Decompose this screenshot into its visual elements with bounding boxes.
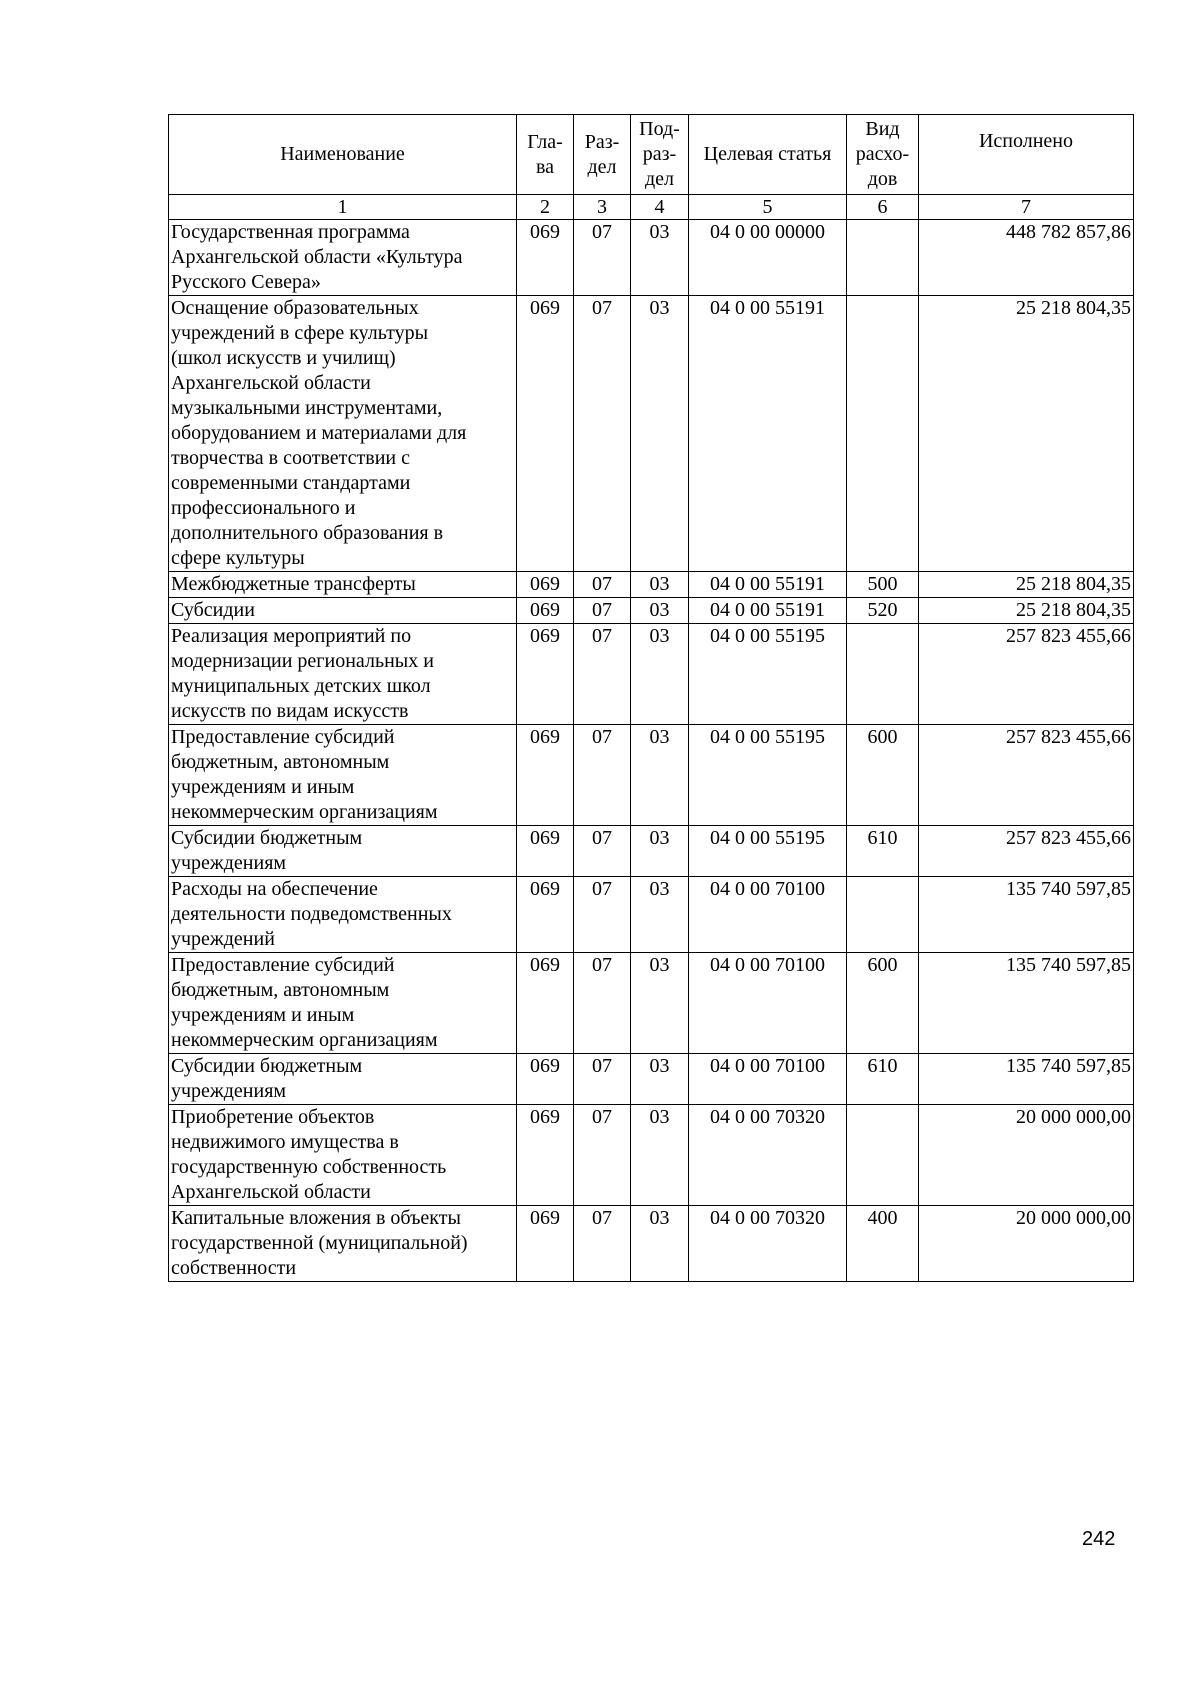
row-vid	[847, 1105, 919, 1206]
row-amount: 20 000 000,00	[919, 1206, 1134, 1282]
row-glava: 069	[517, 953, 574, 1054]
table-row	[169, 1105, 1134, 1206]
table-row	[169, 725, 1134, 826]
header-target: Целевая статья	[689, 115, 847, 195]
header-podrazdel: Под- раз- дел	[631, 115, 689, 195]
row-name-line: государственную собственность	[171, 1156, 447, 1178]
column-number: 2	[517, 195, 574, 220]
row-razdel: 07	[574, 1206, 631, 1282]
row-vid	[847, 220, 919, 296]
row-podrazdel: 03	[631, 953, 689, 1054]
row-amount: 448 782 857,86	[919, 220, 1134, 296]
table-body	[169, 220, 1134, 1282]
row-glava: 069	[517, 598, 574, 624]
column-number: 3	[574, 195, 631, 220]
row-name-line: современными стандартами	[171, 472, 411, 494]
row-podrazdel: 03	[631, 598, 689, 624]
row-name	[169, 826, 517, 877]
row-podrazdel: 03	[631, 725, 689, 826]
row-target: 04 0 00 00000	[689, 220, 847, 296]
row-name-line: Архангельской области «Культура	[171, 246, 463, 268]
row-name-line: модернизации региональных и	[171, 650, 434, 672]
row-name	[169, 1206, 517, 1282]
row-amount: 257 823 455,66	[919, 624, 1134, 725]
table-row	[169, 826, 1134, 877]
row-name-line: учреждениям и иным	[171, 776, 355, 798]
row-podrazdel: 03	[631, 877, 689, 953]
row-razdel: 07	[574, 598, 631, 624]
row-name	[169, 1054, 517, 1105]
row-name-line: недвижимого имущества в	[171, 1131, 399, 1153]
row-name-line: учреждениям	[171, 1080, 287, 1102]
row-name-line: искусств по видам искусств	[171, 700, 409, 722]
row-name-line: государственной (муниципальной)	[171, 1232, 468, 1254]
row-name-line: Предоставление субсидий	[171, 726, 395, 748]
row-razdel: 07	[574, 725, 631, 826]
table-row	[169, 877, 1134, 953]
header-name: Наименование	[169, 115, 517, 195]
row-glava: 069	[517, 296, 574, 572]
row-razdel: 07	[574, 624, 631, 725]
row-amount: 257 823 455,66	[919, 725, 1134, 826]
row-razdel: 07	[574, 1105, 631, 1206]
row-target: 04 0 00 55195	[689, 826, 847, 877]
row-vid	[847, 624, 919, 725]
column-number: 4	[631, 195, 689, 220]
row-name	[169, 624, 517, 725]
row-name	[169, 296, 517, 572]
row-name	[169, 877, 517, 953]
row-amount: 25 218 804,35	[919, 296, 1134, 572]
row-target: 04 0 00 55195	[689, 725, 847, 826]
row-glava: 069	[517, 220, 574, 296]
row-vid: 500	[847, 572, 919, 598]
header-done: Исполнено	[919, 115, 1134, 195]
row-name-line: Русского Севера»	[171, 271, 321, 293]
row-vid	[847, 296, 919, 572]
row-name-line: Капитальные вложения в объекты	[171, 1207, 461, 1229]
row-name-line: Приобретение объектов	[171, 1106, 375, 1128]
table-row	[169, 1206, 1134, 1282]
row-glava: 069	[517, 826, 574, 877]
column-number: 7	[919, 195, 1134, 220]
row-amount: 25 218 804,35	[919, 572, 1134, 598]
table-row	[169, 953, 1134, 1054]
row-target: 04 0 00 55191	[689, 598, 847, 624]
row-vid: 600	[847, 725, 919, 826]
row-amount: 25 218 804,35	[919, 598, 1134, 624]
row-name-line: Субсидии	[171, 599, 255, 621]
row-name-line: сфере культуры	[171, 547, 305, 569]
row-vid	[847, 877, 919, 953]
row-amount: 135 740 597,85	[919, 877, 1134, 953]
row-name-line: профессионального и	[171, 497, 356, 519]
row-name-line: некоммерческим организациям	[171, 801, 438, 823]
column-number: 1	[169, 195, 517, 220]
column-number-row	[169, 195, 1134, 220]
row-target: 04 0 00 70100	[689, 953, 847, 1054]
row-razdel: 07	[574, 953, 631, 1054]
row-glava: 069	[517, 624, 574, 725]
column-number: 6	[847, 195, 919, 220]
row-razdel: 07	[574, 826, 631, 877]
row-podrazdel: 03	[631, 624, 689, 725]
table-row	[169, 220, 1134, 296]
row-amount: 135 740 597,85	[919, 953, 1134, 1054]
row-name-line: Расходы на обеспечение	[171, 878, 378, 900]
row-name-line: Субсидии бюджетным	[171, 1055, 363, 1077]
row-name	[169, 953, 517, 1054]
row-glava: 069	[517, 877, 574, 953]
row-name-line: дополнительного образования в	[171, 522, 444, 544]
row-razdel: 07	[574, 296, 631, 572]
row-name	[169, 725, 517, 826]
row-glava: 069	[517, 1206, 574, 1282]
row-target: 04 0 00 70320	[689, 1206, 847, 1282]
table-row	[169, 296, 1134, 572]
row-glava: 069	[517, 725, 574, 826]
row-target: 04 0 00 55191	[689, 296, 847, 572]
header-vid: Вид расхо- дов	[847, 115, 919, 195]
row-name-line: Архангельской области	[171, 372, 371, 394]
row-target: 04 0 00 55191	[689, 572, 847, 598]
page-number: 242	[1082, 1528, 1116, 1550]
row-name-line: бюджетным, автономным	[171, 979, 390, 1001]
row-target: 04 0 00 70100	[689, 1054, 847, 1105]
row-name-line: Государственная программа	[171, 221, 410, 243]
row-razdel: 07	[574, 1054, 631, 1105]
row-vid: 520	[847, 598, 919, 624]
row-name	[169, 572, 517, 598]
row-name-line: учреждений	[171, 928, 275, 950]
row-podrazdel: 03	[631, 220, 689, 296]
row-name-line: бюджетным, автономным	[171, 751, 390, 773]
row-name-line: оборудованием и материалами для	[171, 422, 467, 444]
row-vid: 610	[847, 1054, 919, 1105]
row-amount: 257 823 455,66	[919, 826, 1134, 877]
row-name-line: Архангельской области	[171, 1181, 371, 1203]
row-name-line: музыкальными инструментами,	[171, 397, 443, 419]
table-row	[169, 1054, 1134, 1105]
table-row	[169, 598, 1134, 624]
row-name-line: учреждениям и иным	[171, 1004, 355, 1026]
row-name-line: Межбюджетные трансферты	[171, 573, 416, 595]
budget-table	[168, 114, 1134, 1282]
row-target: 04 0 00 70320	[689, 1105, 847, 1206]
row-name-line: Субсидии бюджетным	[171, 827, 363, 849]
row-name-line: Оснащение образовательных	[171, 297, 419, 319]
row-glava: 069	[517, 572, 574, 598]
row-vid: 610	[847, 826, 919, 877]
row-razdel: 07	[574, 220, 631, 296]
row-name-line: творчества в соответствии с	[171, 447, 410, 469]
row-podrazdel: 03	[631, 826, 689, 877]
row-name-line: (школ искусств и училищ)	[171, 347, 396, 369]
row-vid: 600	[847, 953, 919, 1054]
row-amount: 135 740 597,85	[919, 1054, 1134, 1105]
row-name-line: собственности	[171, 1257, 297, 1279]
row-podrazdel: 03	[631, 1054, 689, 1105]
row-target: 04 0 00 70100	[689, 877, 847, 953]
row-target: 04 0 00 55195	[689, 624, 847, 725]
row-glava: 069	[517, 1105, 574, 1206]
column-number: 5	[689, 195, 847, 220]
row-razdel: 07	[574, 572, 631, 598]
header-glava: Гла- ва	[517, 115, 574, 195]
row-name-line: муниципальных детских школ	[171, 675, 431, 697]
row-razdel: 07	[574, 877, 631, 953]
table-row	[169, 572, 1134, 598]
row-amount: 20 000 000,00	[919, 1105, 1134, 1206]
row-vid: 400	[847, 1206, 919, 1282]
row-name-line: учреждений в сфере культуры	[171, 322, 429, 344]
row-name-line: Реализация мероприятий по	[171, 625, 412, 647]
row-name	[169, 1105, 517, 1206]
header-razdel: Раз- дел	[574, 115, 631, 195]
row-podrazdel: 03	[631, 296, 689, 572]
row-podrazdel: 03	[631, 1206, 689, 1282]
row-name	[169, 598, 517, 624]
header-row	[169, 115, 1134, 195]
table-row	[169, 624, 1134, 725]
row-podrazdel: 03	[631, 572, 689, 598]
row-name-line: учреждениям	[171, 852, 287, 874]
row-name-line: некоммерческим организациям	[171, 1029, 438, 1051]
row-name	[169, 220, 517, 296]
row-name-line: деятельности подведомственных	[171, 903, 452, 925]
row-name-line: Предоставление субсидий	[171, 954, 395, 976]
row-glava: 069	[517, 1054, 574, 1105]
row-podrazdel: 03	[631, 1105, 689, 1206]
